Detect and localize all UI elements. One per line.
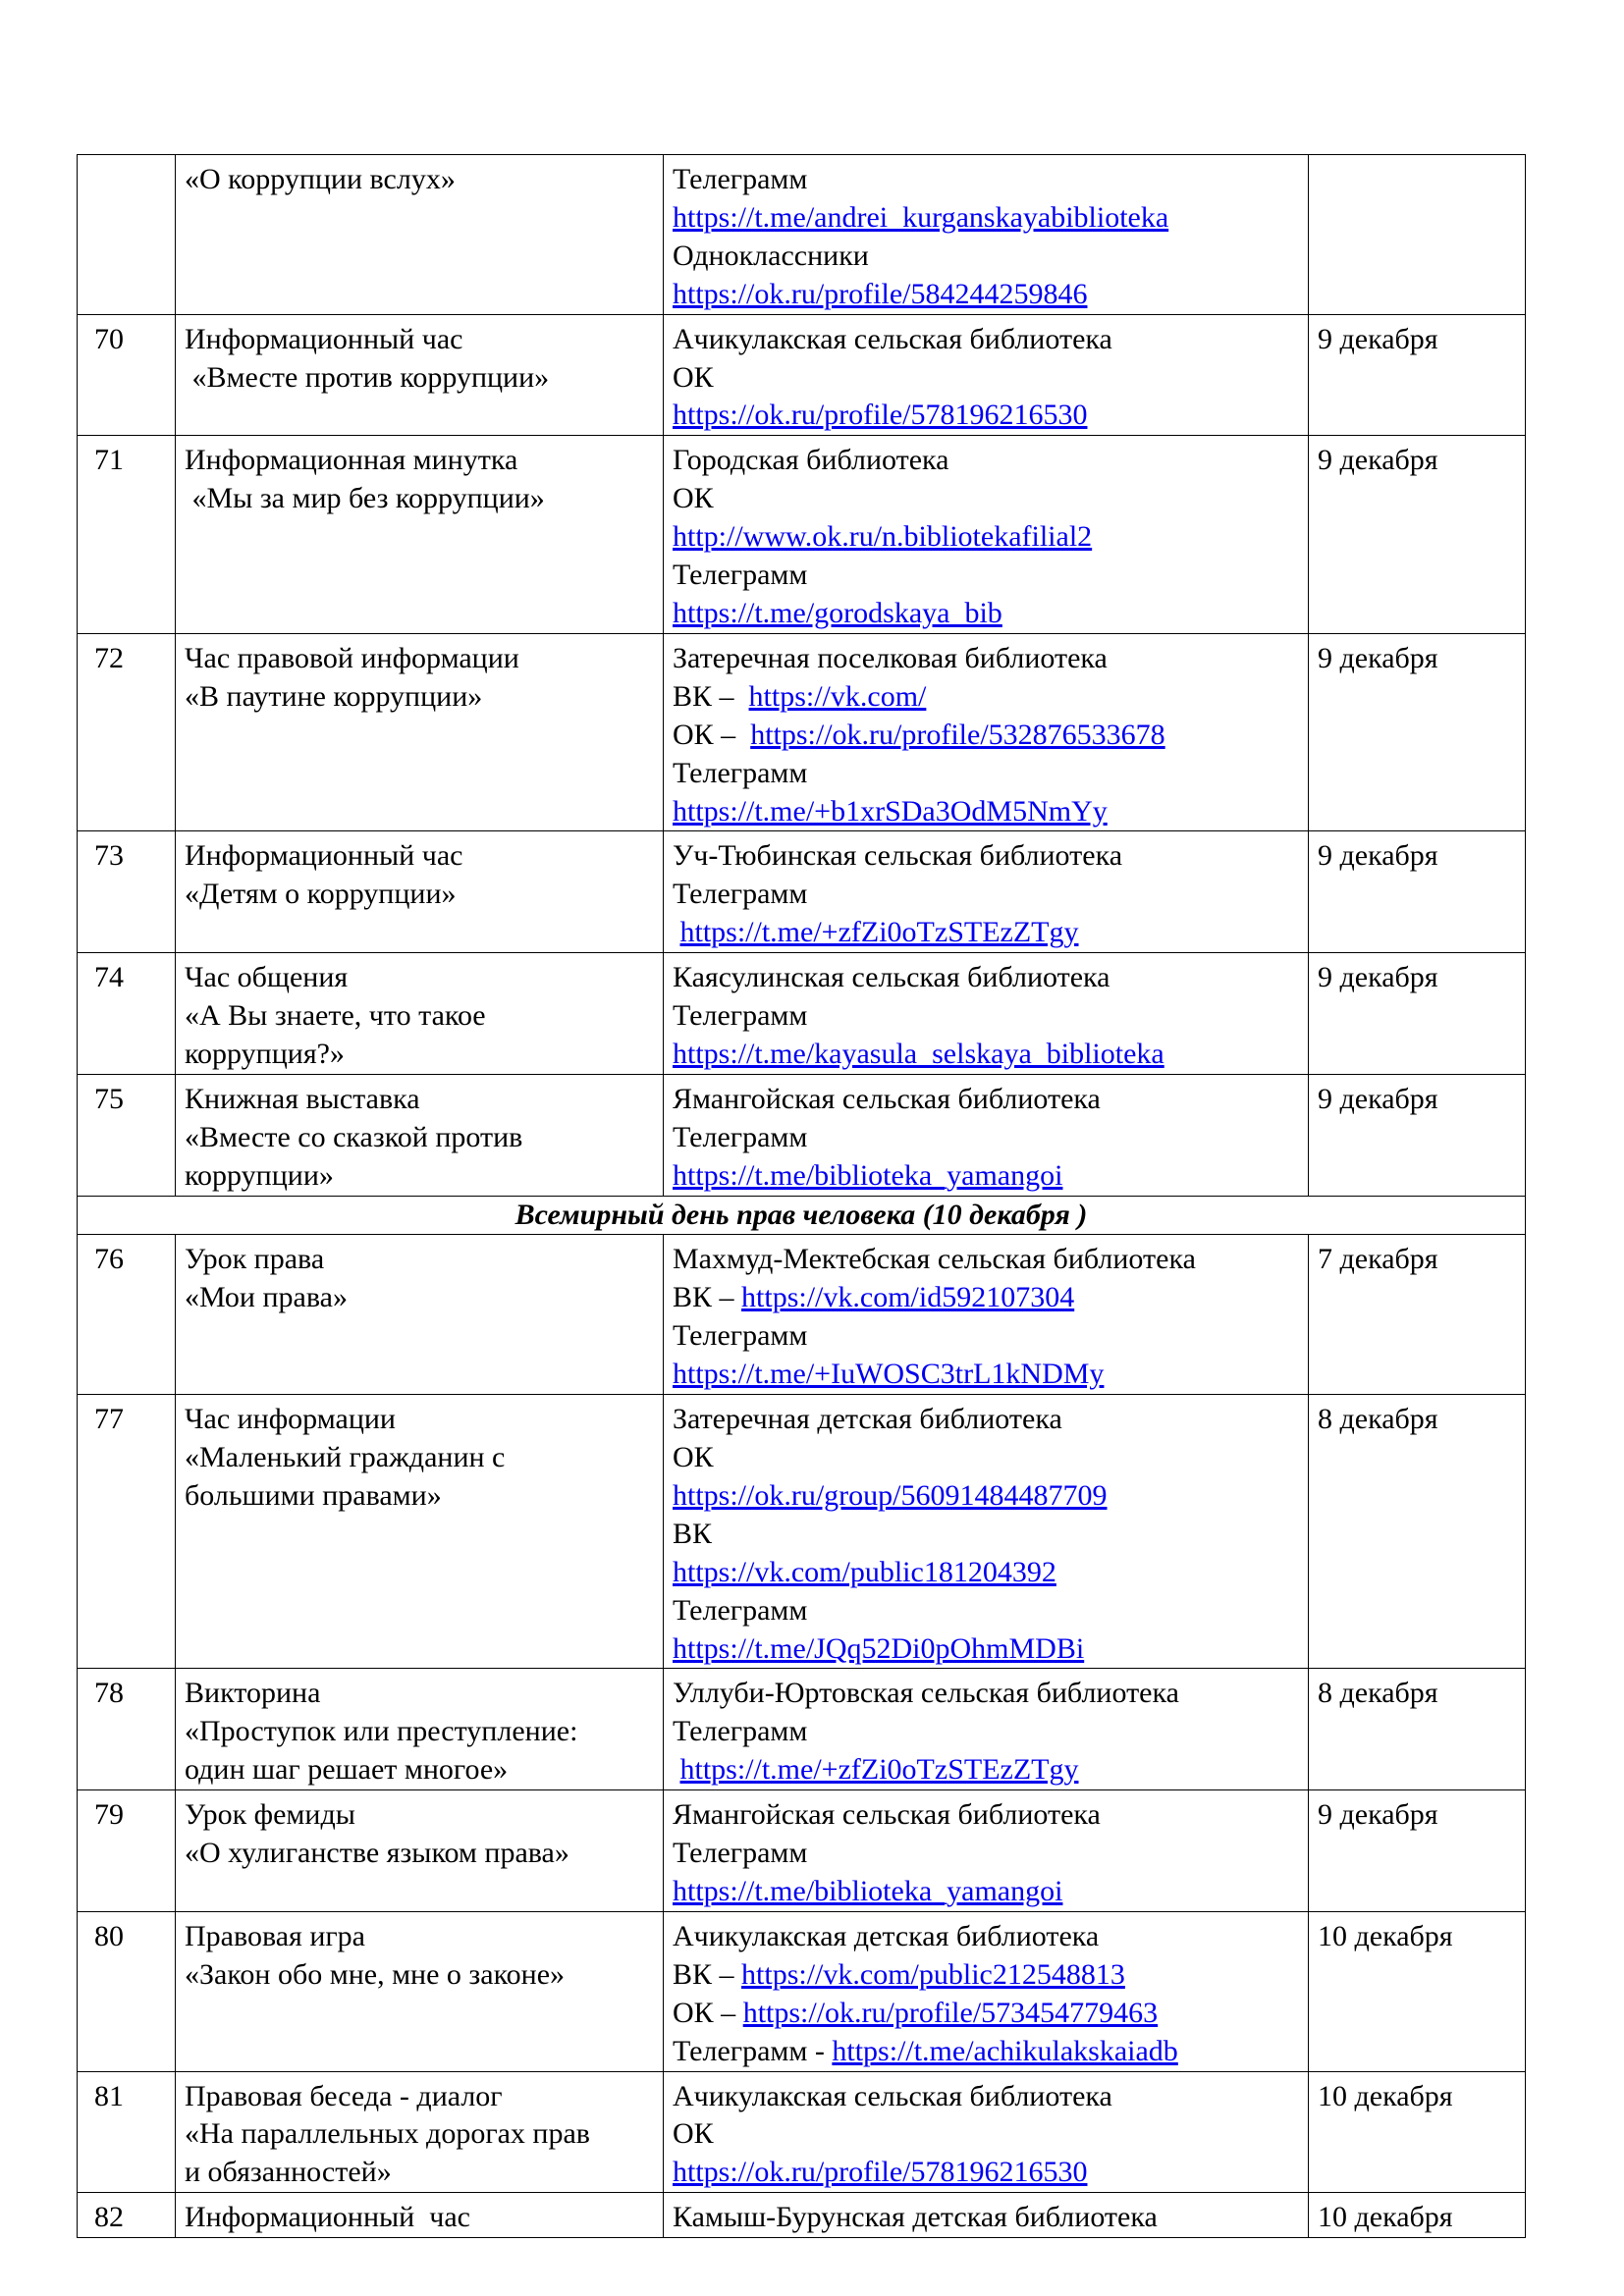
table-row (78, 1395, 1526, 1669)
venue-cell (664, 1911, 1309, 2071)
venue-text-line (673, 1796, 1299, 1835)
table-row (78, 1669, 1526, 1790)
venue-text-line (673, 480, 1299, 518)
event-title-line: «Мои права» (185, 1281, 348, 1314)
event-title-line: коррупции» (185, 1158, 334, 1192)
venue-link-prefix (673, 916, 680, 948)
venue-text-line (673, 1401, 1299, 1439)
venue-text: ОК (673, 482, 714, 515)
event-date: 8 декабря (1309, 1669, 1526, 1790)
venue-text: ВК (673, 1517, 713, 1550)
social-link[interactable]: https://t.me/+zfZi0oTzSTEzZTgy (679, 1753, 1079, 1787)
venue-text-line (673, 2078, 1299, 2116)
venue-cell (664, 155, 1309, 315)
section-header-title: Всемирный день прав человека (10 декабря ) (78, 1196, 1526, 1235)
social-link[interactable]: https://ok.ru/profile/573454779463 (742, 1996, 1159, 2029)
event-date: 10 декабря (1309, 1911, 1526, 2071)
venue-text-line (673, 997, 1299, 1036)
venue-text-line (673, 442, 1299, 480)
row-number: 80 (78, 1911, 176, 2071)
table-row (78, 2193, 1526, 2238)
venue-text: Телеграмм (673, 1319, 808, 1353)
event-title-cell (176, 1395, 664, 1669)
venue-text-line (673, 1675, 1299, 1713)
row-number: 71 (78, 436, 176, 634)
table-row (78, 831, 1526, 953)
venue-text-line (673, 1835, 1299, 1873)
social-link[interactable]: https://t.me/biblioteka_yamangoi (673, 1874, 1063, 1907)
event-title-cell (176, 1669, 664, 1790)
venue-cell (664, 1395, 1309, 1669)
event-date: 9 декабря (1309, 436, 1526, 634)
event-title-line: большими правами» (185, 1478, 442, 1512)
venue-link-line (673, 2154, 1299, 2192)
social-link[interactable]: https://ok.ru/group/56091484487709 (673, 1478, 1108, 1512)
venue-link-line (673, 1751, 1299, 1789)
venue-text: Городская библиотека (673, 444, 949, 477)
social-link[interactable]: https://ok.ru/profile/584244259846 (673, 277, 1088, 310)
venue-cell (664, 953, 1309, 1075)
venue-text-line (673, 1119, 1299, 1157)
row-number: 76 (78, 1235, 176, 1395)
event-title-line: Час информации (185, 1403, 396, 1436)
event-title-line: «Вместе со сказкой против (185, 1120, 523, 1153)
event-date: 9 декабря (1309, 633, 1526, 831)
table-row (78, 633, 1526, 831)
venue-text: Телеграмм (673, 878, 808, 911)
venue-link-line (673, 1873, 1299, 1911)
venue-link-line (673, 276, 1299, 314)
event-title-line: Урок фемиды (185, 1798, 355, 1832)
social-link[interactable]: https://vk.com/public212548813 (741, 1957, 1125, 1991)
venue-link-line (673, 1157, 1299, 1196)
venue-link-line (673, 717, 1299, 755)
event-title-line: «Детям о коррупции» (185, 878, 457, 911)
venue-link-line (673, 2033, 1299, 2071)
event-title-line: Час общения (185, 961, 349, 994)
venue-text: Уллуби-Юртовская сельская библиотека (673, 1677, 1179, 1710)
event-date: 10 декабря (1309, 2071, 1526, 2193)
venue-text: Затеречная поселковая библиотека (673, 641, 1108, 674)
row-number: 73 (78, 831, 176, 953)
table-row (78, 1790, 1526, 1912)
venue-text: Ачикулакская сельская библиотека (673, 322, 1112, 355)
event-title-line: «В паутине коррупции» (185, 679, 483, 713)
venue-link-line (673, 1630, 1299, 1669)
event-title-line: «Маленький гражданин с (185, 1441, 506, 1473)
social-link[interactable]: https://vk.com/public181204392 (673, 1555, 1056, 1588)
venue-link-prefix: ВК – (673, 679, 749, 713)
table-row (78, 953, 1526, 1075)
events-table-body (78, 155, 1526, 2238)
event-title-cell (176, 436, 664, 634)
venue-text-line (673, 1592, 1299, 1630)
venue-text-line (673, 2115, 1299, 2154)
table-row (78, 436, 1526, 634)
venue-text-line (673, 755, 1299, 793)
venue-text-line (673, 557, 1299, 595)
venue-text: Ямангойская сельская библиотека (673, 1798, 1101, 1832)
venue-link-line (673, 914, 1299, 952)
venue-text: Телеграмм (673, 1593, 808, 1627)
event-title-line: и обязанностей» (185, 2156, 392, 2189)
event-title-line: Книжная выставка (185, 1082, 420, 1115)
event-title-cell (176, 831, 664, 953)
venue-link-line (673, 1477, 1299, 1516)
venue-link-prefix (673, 1753, 680, 1786)
venue-text-line (673, 1516, 1299, 1554)
venue-text: Ямангойская сельская библиотека (673, 1082, 1101, 1115)
venue-cell (664, 2071, 1309, 2193)
event-title-line: Викторина (185, 1677, 321, 1710)
event-title-line: Урок права (185, 1243, 325, 1276)
venue-link-prefix: ВК – (673, 1281, 742, 1314)
venue-cell (664, 1074, 1309, 1196)
table-row (78, 1235, 1526, 1395)
venue-link-line (673, 1554, 1299, 1592)
row-number: 70 (78, 314, 176, 436)
social-link[interactable]: https://t.me/+IuWOSC3trL1kNDMy (673, 1358, 1105, 1391)
social-link[interactable]: https://t.me/+zfZi0oTzSTEzZTgy (679, 916, 1079, 949)
venue-text: Уч-Тюбинская сельская библиотека (673, 839, 1123, 873)
venue-text-line (673, 359, 1299, 398)
venue-text-line (673, 161, 1299, 199)
venue-text-line (673, 640, 1299, 678)
venue-text-line (673, 959, 1299, 997)
events-table (77, 154, 1526, 2238)
social-link[interactable]: https://t.me/biblioteka_yamangoi (673, 1158, 1063, 1192)
event-title-line: «А Вы знаете, что такое (185, 999, 486, 1033)
event-date: 9 декабря (1309, 953, 1526, 1075)
event-date: 9 декабря (1309, 314, 1526, 436)
event-title-line: Информационный час (185, 322, 463, 355)
venue-text-line (673, 876, 1299, 914)
event-title-cell (176, 2193, 664, 2238)
venue-cell (664, 831, 1309, 953)
social-link[interactable]: https://t.me/kayasula_selskaya_biblioteka (673, 1037, 1164, 1070)
venue-text-line (673, 1081, 1299, 1119)
venue-cell (664, 1235, 1309, 1395)
event-date: 9 декабря (1309, 1790, 1526, 1912)
event-title-cell (176, 314, 664, 436)
venue-text: Затеречная детская библиотека (673, 1403, 1062, 1436)
venue-text: ОК (673, 2117, 714, 2151)
event-date: 8 декабря (1309, 1395, 1526, 1669)
row-number (78, 155, 176, 315)
section-header-row (78, 1196, 1526, 1235)
venue-link-line (673, 1356, 1299, 1394)
row-number: 75 (78, 1074, 176, 1196)
venue-text: Махмуд-Мектебская сельская библиотека (673, 1243, 1196, 1276)
venue-text-line (673, 1317, 1299, 1356)
event-title-cell (176, 1790, 664, 1912)
venue-cell (664, 1790, 1309, 1912)
table-row (78, 1074, 1526, 1196)
venue-text: Телеграмм (673, 163, 808, 195)
venue-text: Телеграмм (673, 999, 808, 1033)
venue-text-line (673, 1713, 1299, 1751)
venue-link-prefix: ОК – (673, 718, 751, 751)
row-number: 81 (78, 2071, 176, 2193)
venue-cell (664, 633, 1309, 831)
row-number: 82 (78, 2193, 176, 2238)
social-link[interactable]: https://t.me/JQq52Di0pOhmMDBi (673, 1631, 1085, 1665)
venue-text: Телеграмм (673, 1837, 808, 1870)
venue-text: Телеграмм (673, 1715, 808, 1748)
event-title-line: Информационная минутка (185, 444, 518, 477)
event-date: 10 декабря (1309, 2193, 1526, 2238)
event-title-line: «На параллельных дорогах прав (185, 2117, 590, 2151)
event-title-cell (176, 633, 664, 831)
social-link[interactable]: https://t.me/+b1xrSDa3OdM5NmYy (673, 794, 1108, 828)
venue-link-prefix: ОК – (673, 1996, 743, 2029)
venue-link-prefix: Телеграмм - (673, 2034, 833, 2067)
social-link[interactable]: https://vk.com/ (748, 679, 927, 713)
event-date: 9 декабря (1309, 831, 1526, 953)
social-link[interactable]: https://vk.com/id592107304 (741, 1281, 1075, 1314)
table-row (78, 155, 1526, 315)
table-row (78, 2071, 1526, 2193)
row-number: 78 (78, 1669, 176, 1790)
row-number: 72 (78, 633, 176, 831)
event-title-line: Информационный час (185, 2201, 470, 2234)
venue-cell (664, 1669, 1309, 1790)
event-title-line: «Вместе против коррупции» (185, 360, 550, 394)
event-title-line: один шаг решает многое» (185, 1753, 509, 1787)
event-date: 7 декабря (1309, 1235, 1526, 1395)
social-link[interactable]: https://ok.ru/profile/578196216530 (673, 399, 1088, 432)
social-link[interactable]: https://ok.ru/profile/578196216530 (673, 2156, 1088, 2189)
venue-text-line (673, 321, 1299, 359)
social-link[interactable]: https://t.me/achikulakskaiadb (832, 2034, 1178, 2067)
event-title-line: «Проступок или преступление: (185, 1715, 578, 1748)
event-date (1309, 155, 1526, 315)
event-title-line: Час правовой информации (185, 641, 519, 674)
event-title-line: коррупция?» (185, 1037, 345, 1070)
venue-text: Одноклассники (673, 239, 869, 272)
social-link[interactable]: http://www.ok.ru/n.bibliotekafilial2 (673, 520, 1093, 554)
venue-link-line (673, 1279, 1299, 1317)
row-number: 79 (78, 1790, 176, 1912)
venue-text: Телеграмм (673, 1120, 808, 1153)
venue-text-line (673, 1918, 1299, 1956)
venue-text: Телеграмм (673, 756, 808, 789)
venue-link-prefix: ВК – (673, 1957, 742, 1991)
venue-link-line (673, 1956, 1299, 1995)
row-number: 77 (78, 1395, 176, 1669)
event-title-line: «Закон обо мне, мне о законе» (185, 1957, 566, 1991)
event-title-cell (176, 2071, 664, 2193)
venue-link-line (673, 793, 1299, 831)
venue-text: Каясулинская сельская библиотека (673, 961, 1110, 994)
venue-cell (664, 436, 1309, 634)
event-title-cell (176, 1911, 664, 2071)
event-title-line: Информационный час (185, 839, 463, 873)
venue-link-line (673, 199, 1299, 238)
event-title-cell (176, 155, 664, 315)
venue-link-line (673, 678, 1299, 717)
event-date: 9 декабря (1309, 1074, 1526, 1196)
venue-text-line (673, 1439, 1299, 1477)
venue-link-line (673, 397, 1299, 435)
venue-text-line (673, 837, 1299, 876)
event-title-line: Правовая беседа - диалог (185, 2079, 503, 2112)
social-link[interactable]: https://ok.ru/profile/532876533678 (750, 718, 1165, 751)
event-title-line: «Мы за мир без коррупции» (185, 482, 545, 515)
venue-cell (664, 314, 1309, 436)
venue-text-line (673, 238, 1299, 276)
venue-link-line (673, 1995, 1299, 2033)
event-title-cell (176, 1235, 664, 1395)
venue-text: Телеграмм (673, 559, 808, 592)
venue-link-line (673, 595, 1299, 633)
venue-text: ОК (673, 360, 714, 394)
event-title-line: Правовая игра (185, 1919, 365, 1952)
venue-link-line (673, 518, 1299, 557)
venue-link-line (673, 1036, 1299, 1074)
venue-text: ОК (673, 1441, 714, 1473)
row-number: 74 (78, 953, 176, 1075)
event-title-line: «О хулиганстве языком права» (185, 1837, 569, 1870)
event-title-line: «О коррупции вслух» (185, 163, 456, 195)
venue-text-line (673, 2199, 1299, 2237)
venue-text-line (673, 1241, 1299, 1279)
event-title-cell (176, 953, 664, 1075)
table-row (78, 314, 1526, 436)
event-title-cell (176, 1074, 664, 1196)
venue-text: Камыш-Бурунская детская библиотека (673, 2201, 1158, 2234)
venue-cell (664, 2193, 1309, 2238)
social-link[interactable]: https://t.me/gorodskaya_bib (673, 596, 1002, 629)
table-row (78, 1911, 1526, 2071)
venue-text: Ачикулакская сельская библиотека (673, 2079, 1112, 2112)
venue-text: Ачикулакская детская библиотека (673, 1919, 1100, 1952)
social-link[interactable]: https://t.me/andrei_kurganskayabiblioteka (673, 200, 1169, 234)
